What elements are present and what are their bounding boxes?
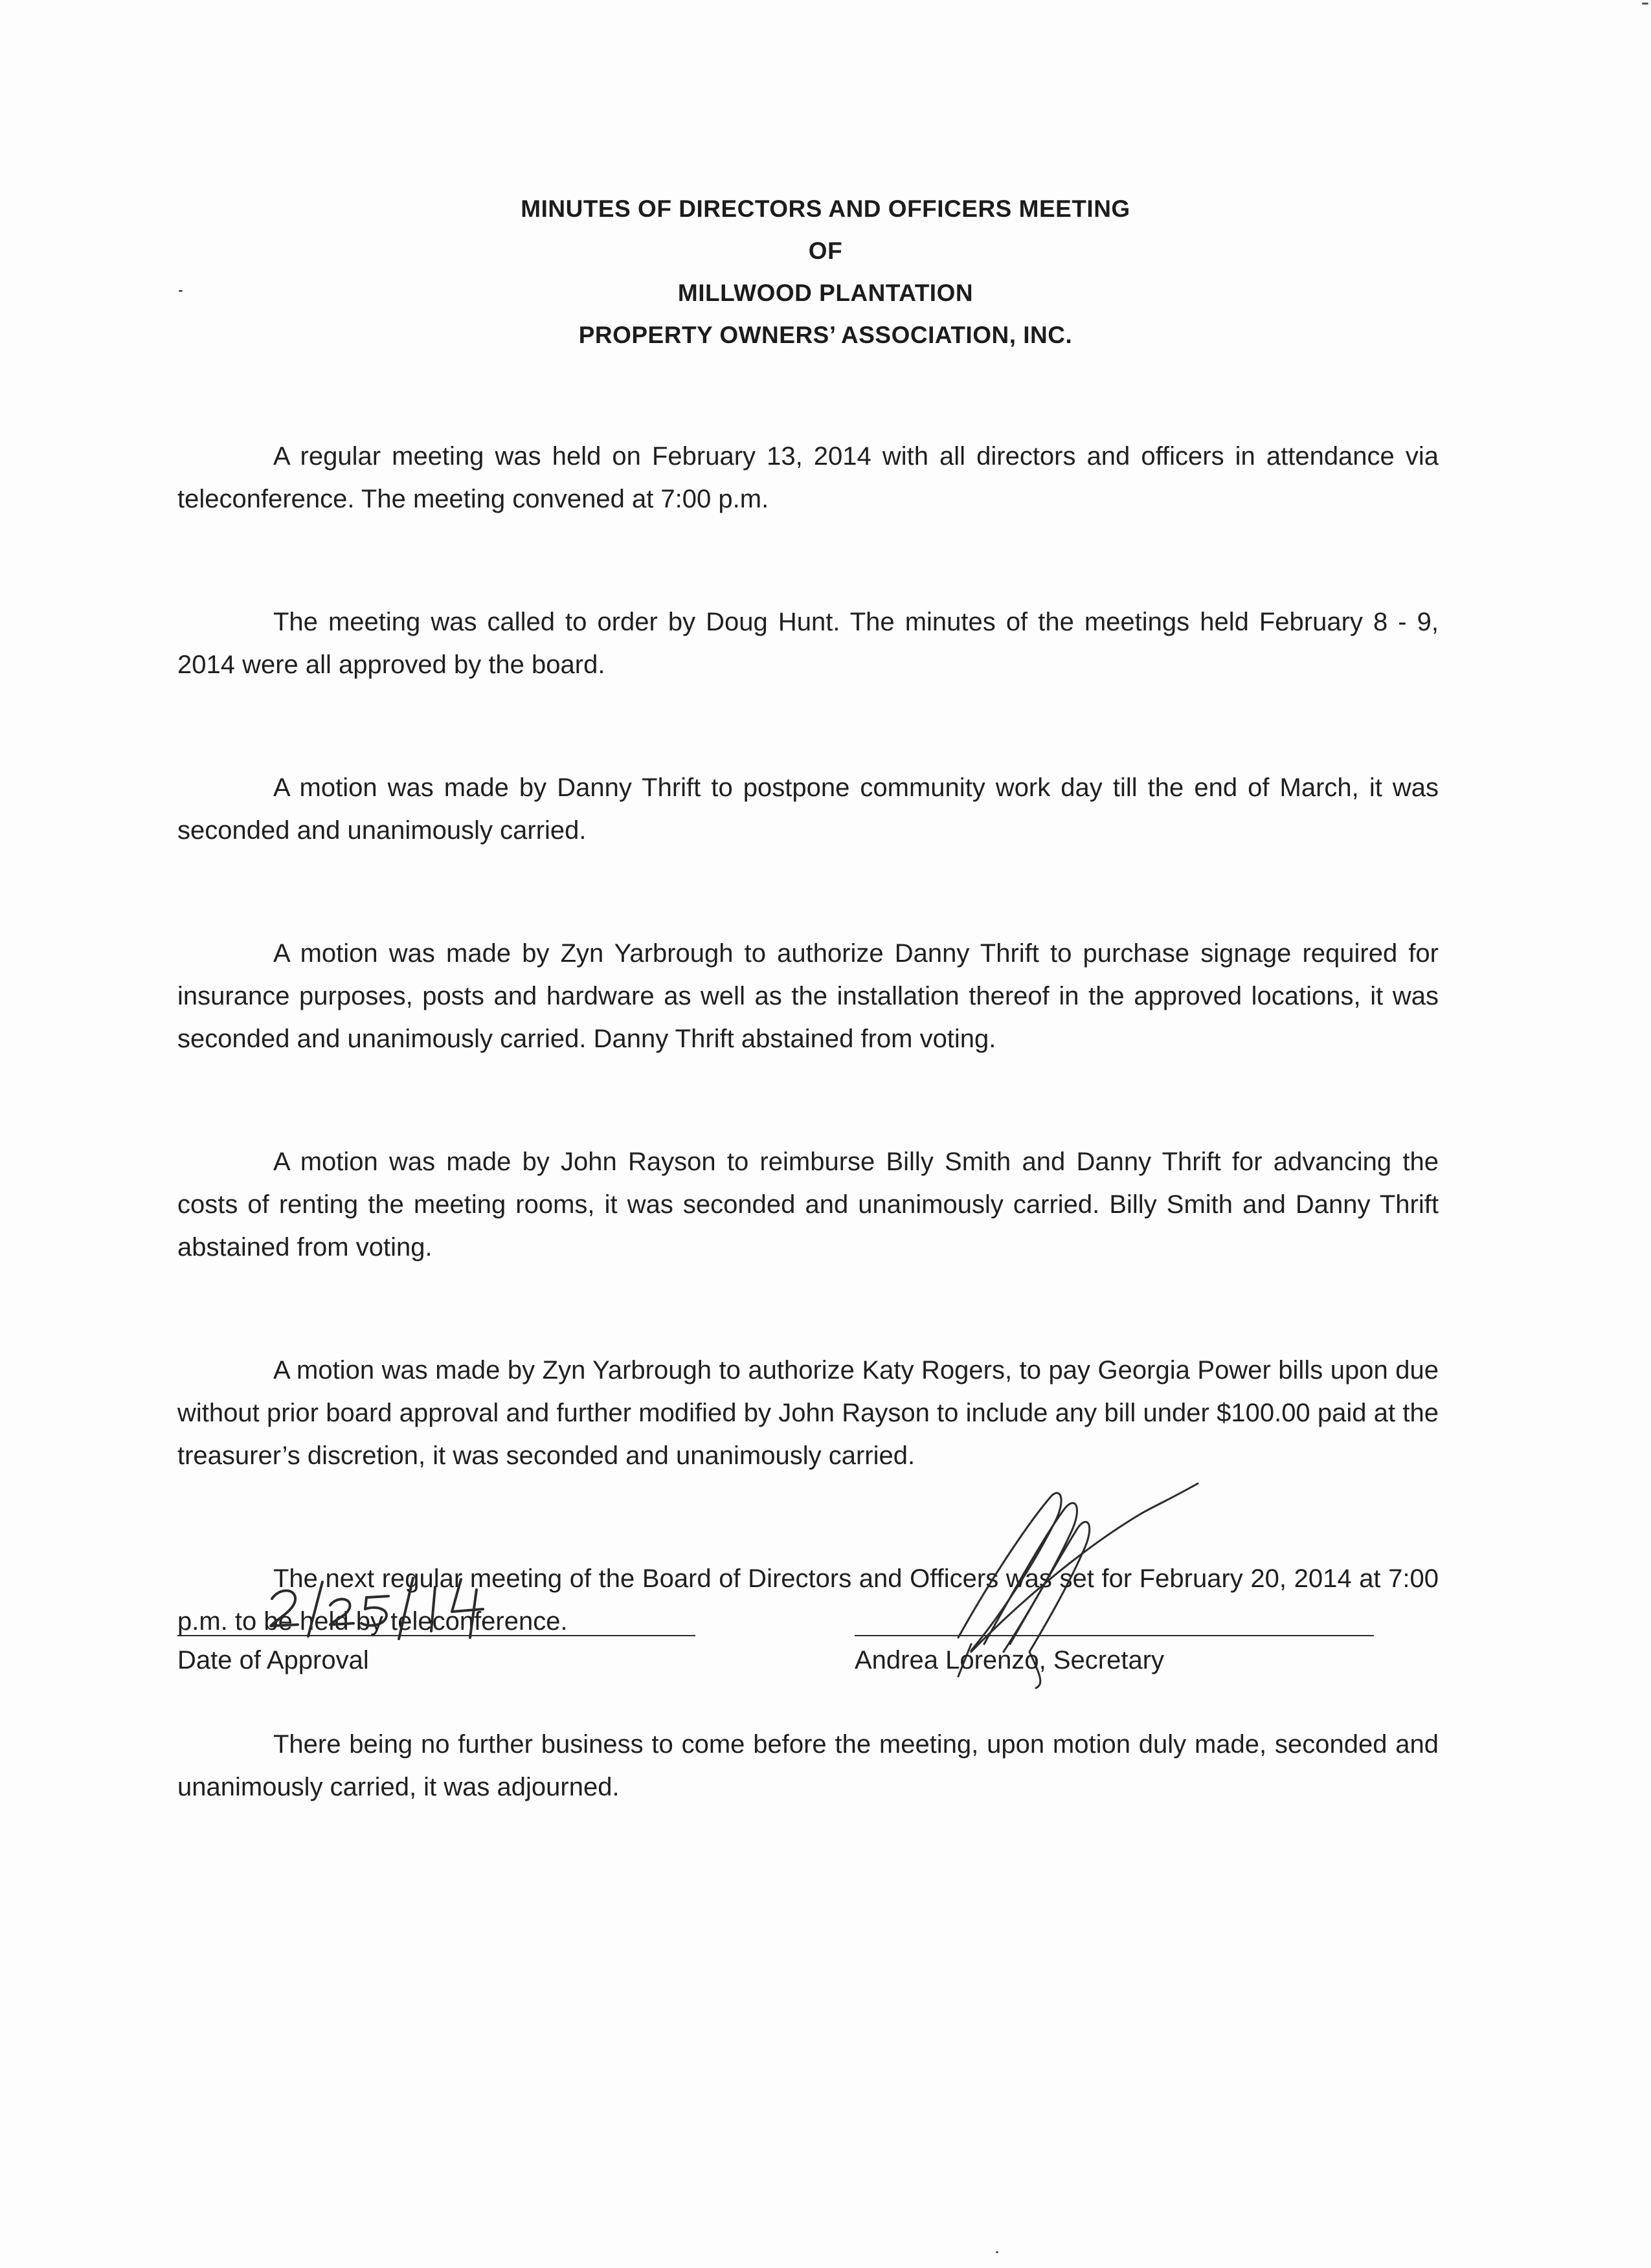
paragraph-motion-signage: A motion was made by Zyn Yarbrough to authorize Danny Thrift to purchase signage required for insurance purposes, posts and hardware as well as the installation thereof in the approved locations, it was seconded and unanimously carried. Danny Thrift abstained from voting. (177, 939, 1439, 1053)
header-title-line-2: OF (808, 238, 843, 264)
scan-speck (996, 2251, 998, 2253)
document-header (0, 188, 1651, 356)
header-title-line-3: MILLWOOD PLANTATION (677, 280, 974, 306)
paragraph-adjourned: There being no further business to come before the meeting, upon motion duly made, seconded and unanimously carried, it was adjourned. (177, 1730, 1439, 1801)
paragraph-motion-work-day: A motion was made by Danny Thrift to postpone community work day till the end of March, it was seconded and unanimously carried. (177, 773, 1439, 845)
paragraph-motion-power-bills: A motion was made by Zyn Yarbrough to authorize Katy Rogers, to pay Georgia Power bills upon due without prior board approval and further modified by John Rayson to include any bill under $100.00 paid at the treasurer’s discretion, it was seconded and unanimously carried. (177, 1356, 1439, 1470)
secretary-signature-block (855, 1635, 1374, 1676)
scan-speck (1642, 3, 1648, 5)
handwritten-approval-date (265, 1573, 499, 1644)
scan-speck (179, 290, 183, 292)
paragraph-meeting-held: A regular meeting was held on February 13, 2014 with all directors and officers in attendance via teleconference. The meeting convened at 7:00 p.m. (177, 442, 1439, 513)
header-title-line-4: PROPERTY OWNERS’ ASSOCIATION, INC. (578, 322, 1073, 348)
secretary-name-label: Andrea Lorenzo, Secretary (855, 1646, 1165, 1674)
paragraph-called-to-order: The meeting was called to order by Doug Hunt. The minutes of the meetings held February 8 - 9, 2014 were all approved by the board. (177, 608, 1439, 679)
date-of-approval-label: Date of Approval (177, 1646, 369, 1674)
secretary-signature-line (855, 1635, 1374, 1636)
paragraph-motion-reimburse: A motion was made by John Rayson to reimburse Billy Smith and Danny Thrift for advancing the costs of renting the meeting rooms, it was seconded and unanimously carried. Billy Smith and Danny Thrift abstained from voting. (177, 1148, 1439, 1262)
date-signature-line (177, 1635, 695, 1636)
header-title-line-1: MINUTES OF DIRECTORS AND OFFICERS MEETING (521, 195, 1130, 222)
date-of-approval-block (177, 1635, 695, 1676)
paragraph-next-meeting: The next regular meeting of the Board of Directors and Officers was set for February 20, 2014 at 7:00 p.m. to be held by teleconference. (177, 1564, 1439, 1636)
